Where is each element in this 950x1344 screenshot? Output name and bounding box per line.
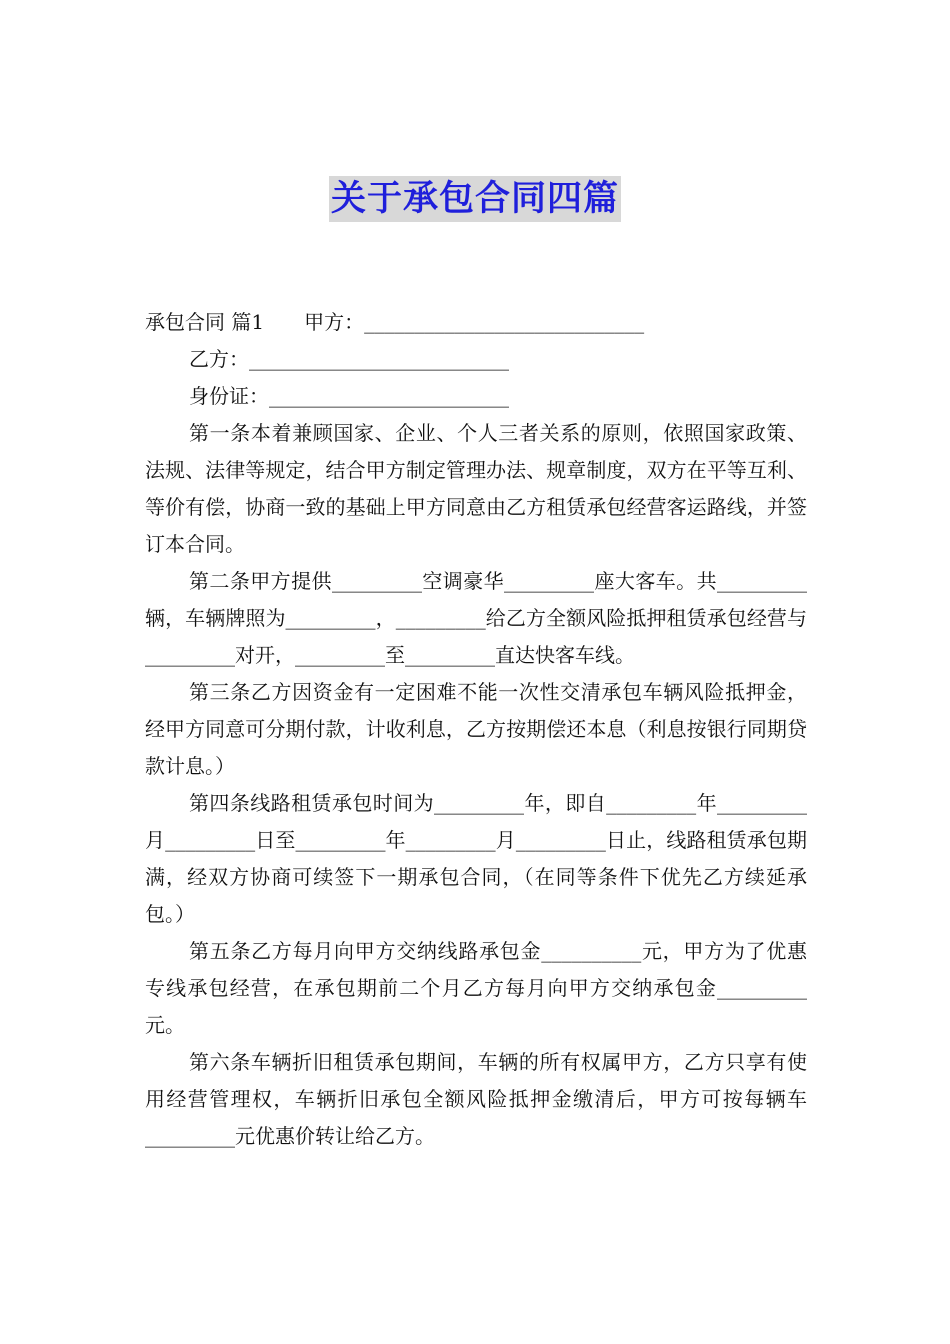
header-line	[145, 304, 807, 341]
document-title: 关于承包合同四篇	[329, 176, 621, 222]
document-body	[145, 304, 807, 1155]
article-6: 第六条车辆折旧租赁承包期间，车辆的所有权属甲方，乙方只享有使用经营管理权，车辆折旧承包全额风险抵押金缴清后，甲方可按每辆车_________元优惠价转让给乙方。	[145, 1050, 807, 1148]
party-b-line	[145, 341, 807, 378]
document-title-block	[0, 176, 950, 222]
contract-label: 承包合同 篇1	[145, 310, 265, 334]
article-3: 第三条乙方因资金有一定困难不能一次性交清承包车辆风险抵押金，经甲方同意可分期付款，计收利息，乙方按期偿还本息（利息按银行同期贷款计息。）	[145, 680, 807, 778]
id-card-field: 身份证：________________________	[189, 384, 509, 408]
id-card-line	[145, 378, 807, 415]
article-1: 第一条本着兼顾国家、企业、个人三者关系的原则，依照国家政策、法规、法律等规定，结合甲方制定管理办法、规章制度，双方在平等互利、等价有偿，协商一致的基础上甲方同意由乙方租赁承包经营客运路线，并签订本合同。	[145, 421, 807, 556]
article-5: 第五条乙方每月向甲方交纳线路承包金__________元，甲方为了优惠专线承包经营，在承包期前二个月乙方每月向甲方交纳承包金_________元。	[145, 939, 807, 1037]
party-b-field: 乙方：__________________________	[189, 347, 509, 371]
article-4: 第四条线路租赁承包时间为_________年，即自_________年_________月_________日至_________年_________月_________日止，线路租赁承包期满，经双方协商可续签下一期承包合同，（在同等条件下优先乙方续延承包。）	[145, 791, 807, 926]
article-2: 第二条甲方提供_________空调豪华_________座大客车。共_________辆，车辆牌照为_________，_________给乙方全额风险抵押租赁承包经营与_________对开，_________至_________直达快客车线。	[145, 569, 807, 667]
party-a-field: 甲方：____________________________	[304, 310, 645, 334]
